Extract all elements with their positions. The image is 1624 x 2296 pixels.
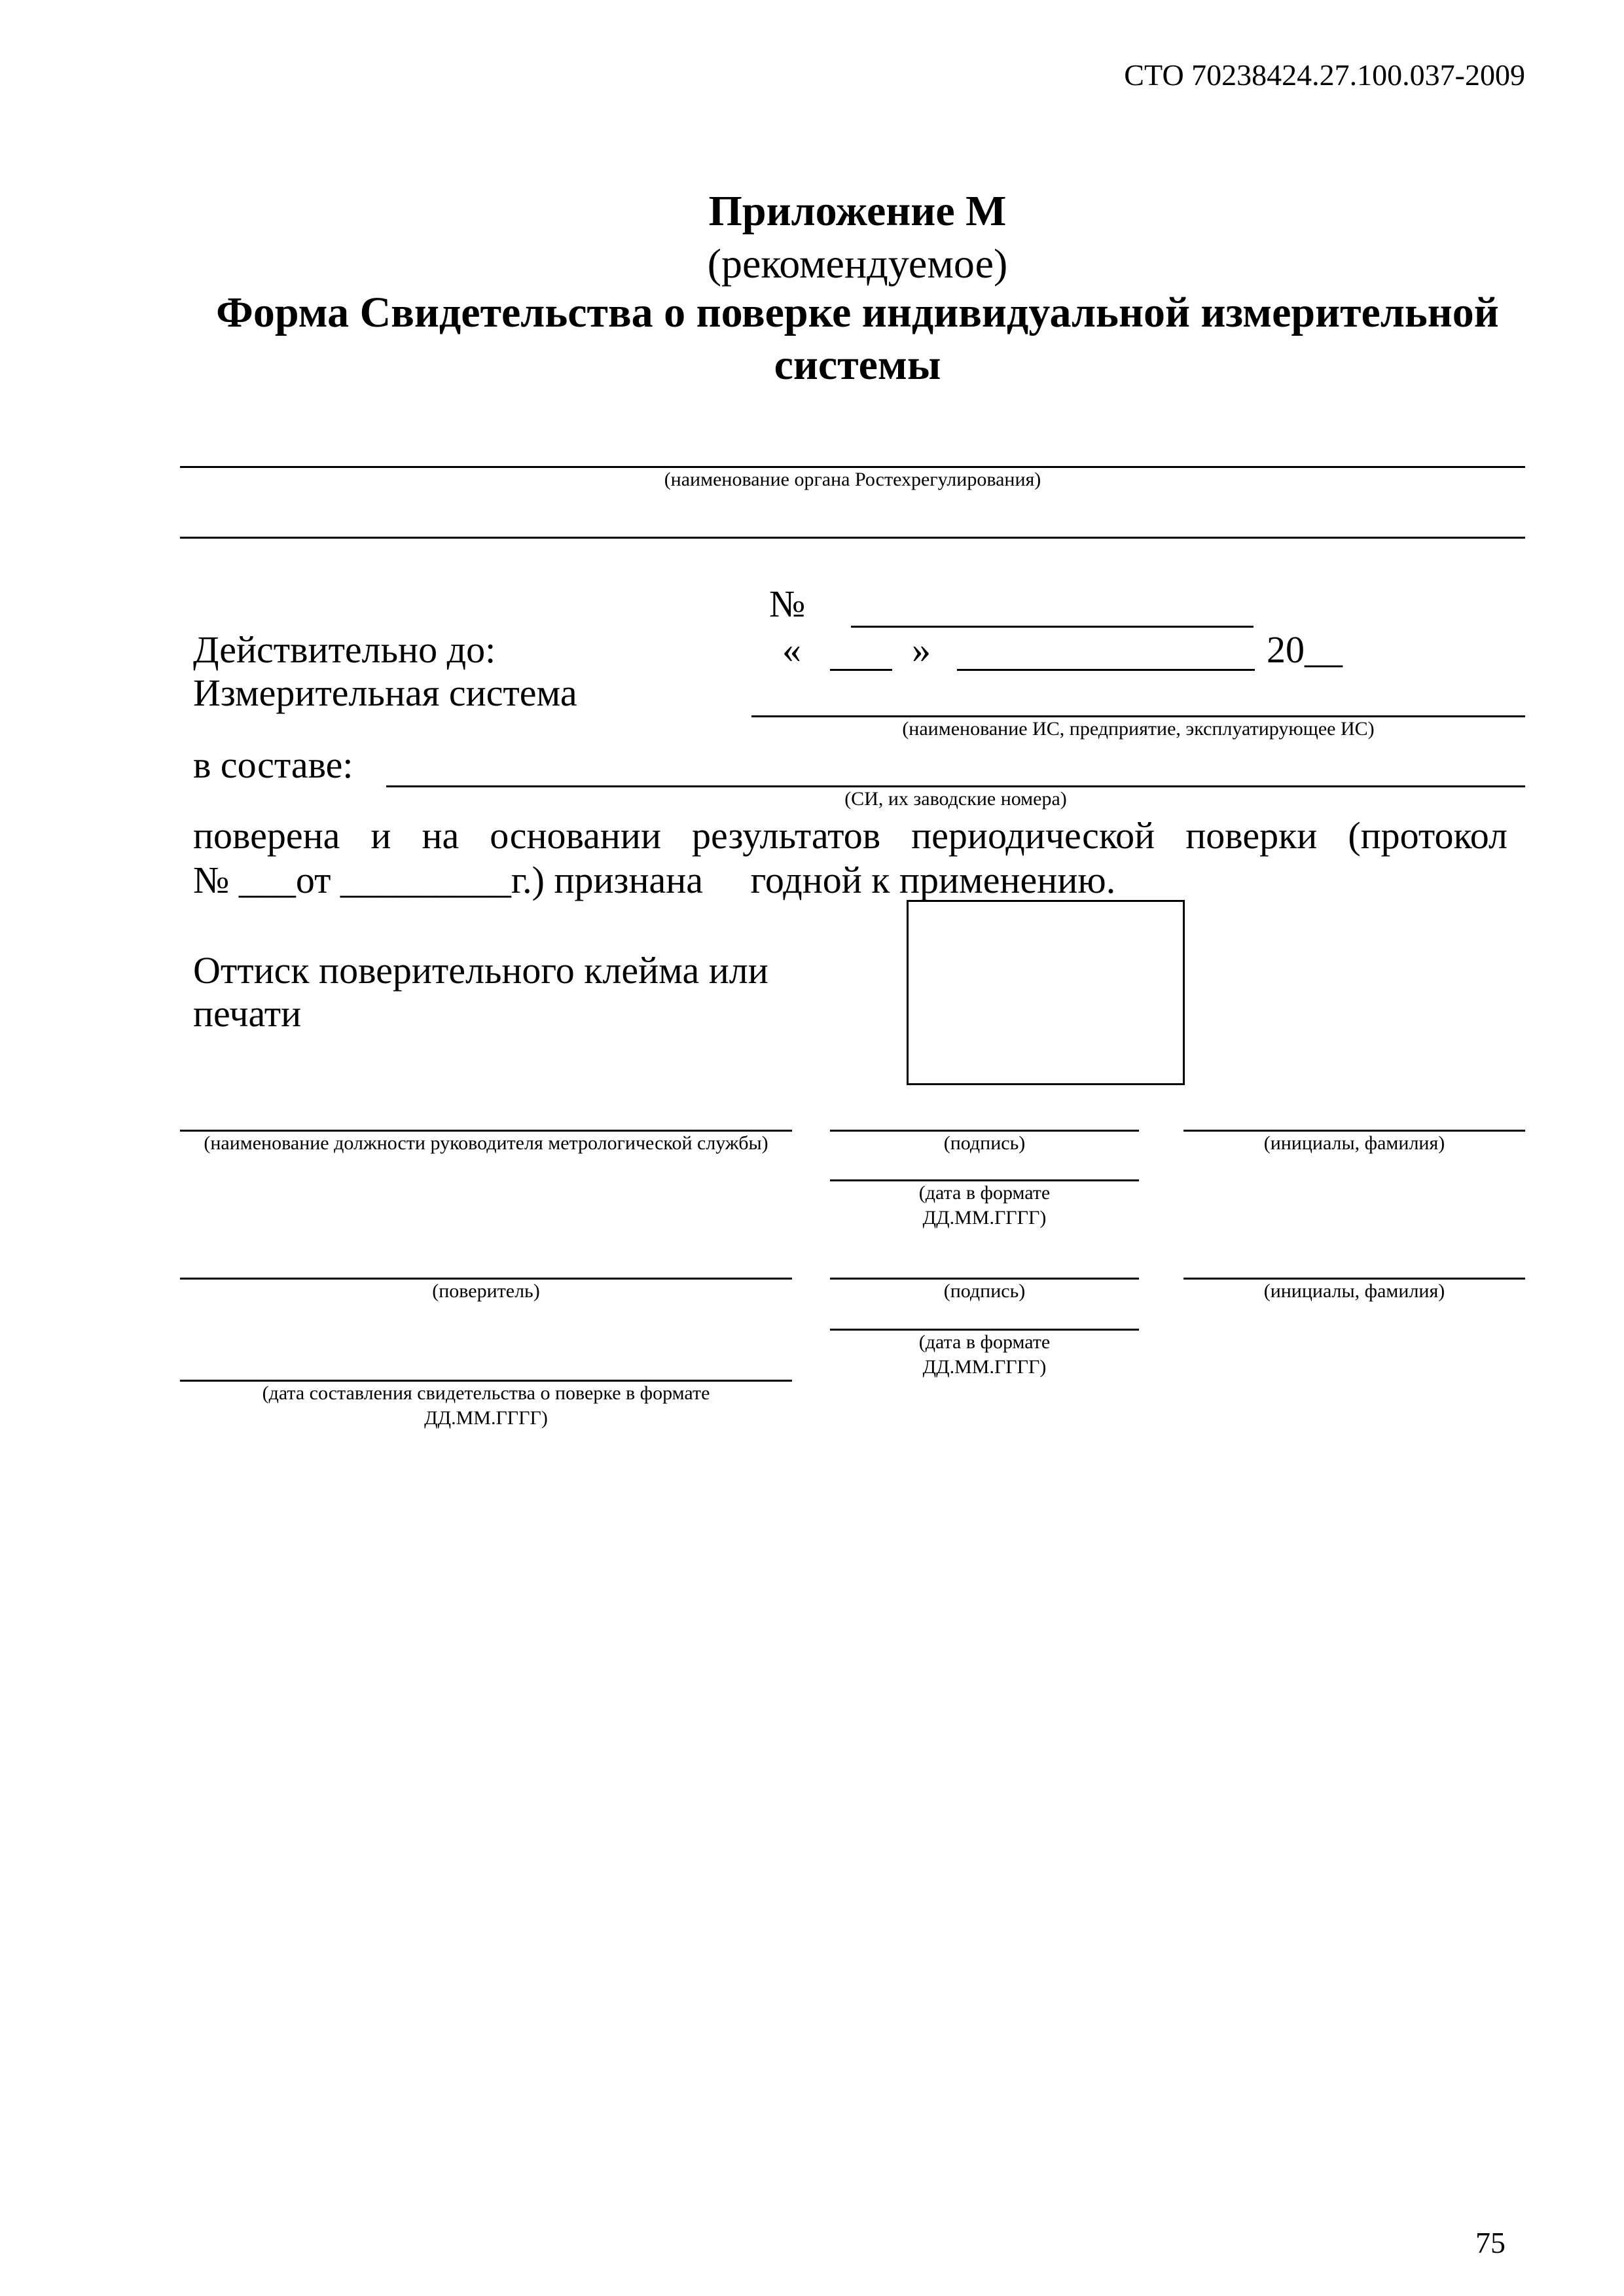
quote-close: »: [912, 628, 931, 671]
stamp-box: [907, 900, 1185, 1085]
verified-word: результатов: [692, 814, 881, 857]
verified-word: на: [422, 814, 460, 857]
quote-open: «: [782, 628, 801, 671]
sig2-signature-caption: (подпись): [943, 1280, 1026, 1302]
verified-word: (протокол: [1348, 814, 1507, 857]
sig2-position-caption: (поверитель): [432, 1280, 540, 1302]
composition-caption: (СИ, их заводские номера): [844, 788, 1067, 810]
form-heading-line1: Форма Свидетельства о поверке индивидуальной измерительной: [216, 289, 1499, 336]
valid-month-line: [957, 669, 1255, 671]
sig1-name-caption: (инициалы, фамилия): [1263, 1132, 1445, 1154]
valid-year: 20__: [1267, 628, 1343, 671]
system-name-caption: (наименование ИС, предприятие, эксплуатирующее ИС): [902, 718, 1375, 740]
sig2-date-caption: (дата в формате ДД.ММ.ГГГГ): [918, 1331, 1051, 1378]
composition-label: в составе:: [193, 744, 353, 786]
sig1-signature-caption: (подпись): [943, 1132, 1026, 1154]
verified-line-1: [193, 814, 1507, 857]
system-label: Измерительная система: [193, 672, 577, 714]
verified-word: периодической: [911, 814, 1155, 857]
sig2-name-caption: (инициалы, фамилия): [1263, 1280, 1445, 1302]
verified-word: и: [370, 814, 391, 857]
verified-word: основании: [490, 814, 662, 857]
certificate-number-line: [851, 626, 1254, 628]
issue-date-caption: (дата составления свидетельства о поверке в формате ДД.ММ.ГГГГ): [262, 1382, 710, 1429]
appendix-status: (рекомендуемое): [707, 240, 1008, 287]
org-name-caption: (наименование органа Ростехрегулирования): [664, 469, 1041, 490]
stamp-label-line2: печати: [193, 992, 302, 1035]
document-code: СТО 70238424.27.100.037-2009: [1124, 58, 1525, 92]
valid-until-label: Действительно до:: [193, 628, 496, 671]
verified-word: поверена: [193, 814, 340, 857]
valid-day-line: [830, 669, 892, 671]
verified-line-2: № ___от _________г.) признана годной к применению.: [193, 859, 1116, 901]
org-name-line-2: [180, 537, 1525, 539]
sig1-date-caption: (дата в формате ДД.ММ.ГГГГ): [918, 1182, 1051, 1229]
verified-word: поверки: [1185, 814, 1318, 857]
stamp-label-line1: Оттиск поверительного клейма или: [193, 949, 768, 992]
form-heading-line2: системы: [774, 341, 941, 389]
page-number: 75: [1475, 2226, 1506, 2259]
sig1-position-caption: (наименование должности руководителя метрологической службы): [204, 1132, 768, 1154]
appendix-title: Приложение М: [708, 187, 1007, 235]
number-sign: №: [769, 583, 806, 625]
